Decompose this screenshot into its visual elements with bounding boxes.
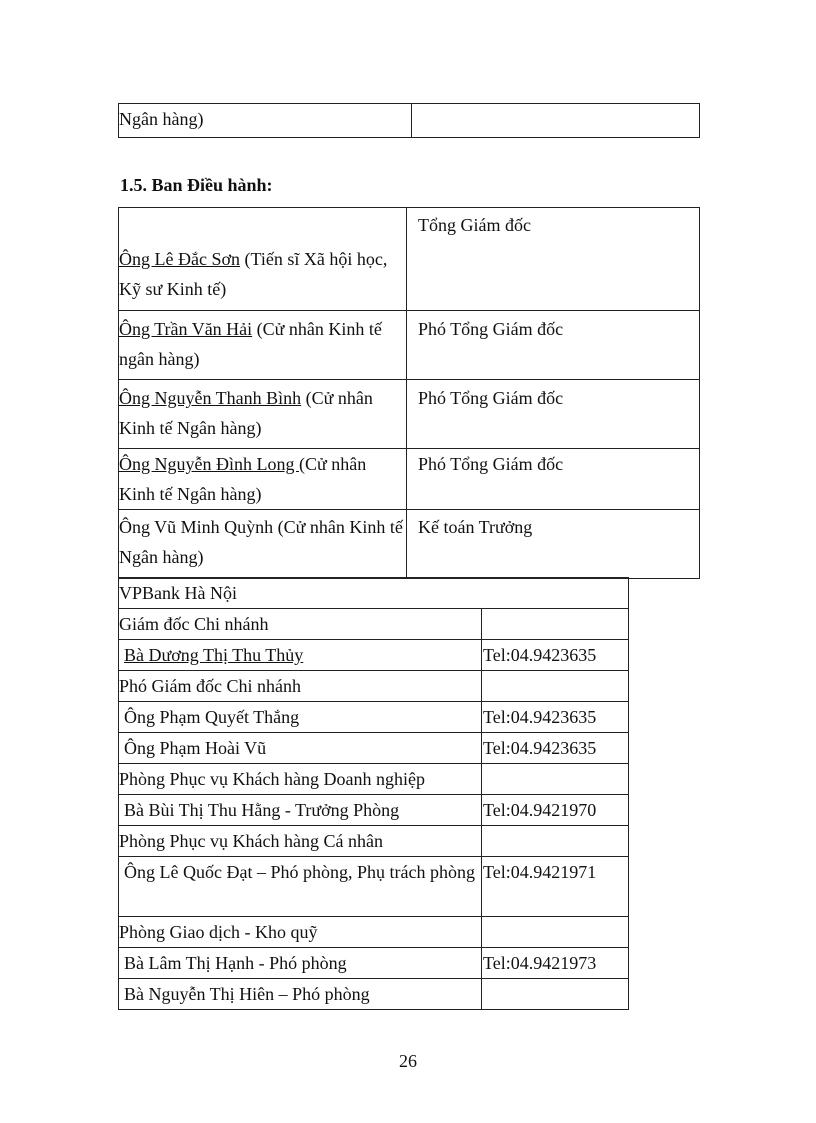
executive-name: Ông Nguyễn Thanh Bình [119,388,302,408]
table-row [119,640,629,671]
table-row [119,733,629,764]
table-row [119,702,629,733]
table-row [119,795,629,826]
contact-tel: Tel:04.9423635 [482,640,629,671]
table-row [119,311,700,380]
contact-tel: Tel:04.9421970 [482,795,629,826]
executive-name-cell [119,449,407,510]
executive-name-cell [119,311,407,380]
executive-qualification: (Cử nhân Kinh tế Ngân hàng) [119,388,373,438]
executive-board-table [118,207,700,579]
contact-name: Ông Lê Quốc Đạt – Phó phòng, Phụ trách phòng [119,857,482,917]
tel-cell [482,671,629,702]
executive-name-cell [119,208,407,311]
table-row [119,449,700,510]
executive-qualification: (Tiến sĩ Xã hội học, Kỹ sư Kinh tế) [119,249,388,299]
table-row [119,510,700,579]
executive-role: Phó Tổng Giám đốc [407,380,700,449]
contact-name: Bà Lâm Thị Hạnh - Phó phòng [119,948,482,979]
tel-cell [482,917,629,948]
table-row [119,979,629,1010]
executive-name: Ông Trần Văn Hải [119,319,253,339]
table-row [119,671,629,702]
table-cell: Ngân hàng) [119,104,412,138]
executive-qualification: (Cử nhân Kinh tế ngân hàng) [119,319,382,369]
branch-contacts-table [118,577,629,1010]
contact-tel: Tel:04.9423635 [482,733,629,764]
department-header: Phòng Giao dịch - Kho quỹ [119,917,482,948]
tel-cell [482,609,629,640]
department-header: Giám đốc Chi nhánh [119,609,482,640]
department-header: Phòng Phục vụ Khách hàng Cá nhân [119,826,482,857]
executive-qualification: (Cử nhân Kinh tế Ngân hàng) [119,454,367,504]
table-cell [412,104,700,138]
section-heading: 1.5. Ban Điều hành: [120,175,273,195]
contact-tel: Tel:04.9421971 [482,857,629,917]
table-row [119,917,629,948]
table-row [119,104,700,138]
executive-role: Phó Tổng Giám đốc [407,449,700,510]
tel-cell [482,826,629,857]
executive-role: Phó Tổng Giám đốc [407,311,700,380]
contact-name: Ông Phạm Hoài Vũ [119,733,482,764]
contact-name: Bà Bùi Thị Thu Hằng - Trưởng Phòng [119,795,482,826]
continuation-table [118,103,700,138]
executive-role: Kế toán Trưởng [407,510,700,579]
table-row [119,609,629,640]
tel-cell [482,764,629,795]
executive-name: Ông Lê Đắc Sơn [119,249,240,269]
table-row [119,948,629,979]
table-row [119,857,629,917]
contact-tel: Tel:04.9423635 [482,702,629,733]
contact-name: Bà Nguyễn Thị Hiên – Phó phòng [119,979,482,1010]
contact-name: Bà Dương Thị Thu Thủy [124,645,304,665]
table-row [119,380,700,449]
executive-qualification: Ông Vũ Minh Quỳnh (Cử nhân Kinh tế Ngân hàng) [119,517,403,567]
executive-role: Tổng Giám đốc [407,208,700,311]
contact-name: Ông Phạm Quyết Thắng [119,702,482,733]
executive-name-cell [119,510,407,579]
table-row [119,578,629,609]
table-row [119,826,629,857]
department-header: Phó Giám đốc Chi nhánh [119,671,482,702]
executive-name: Ông Nguyễn Đình Long [119,454,299,474]
page-number: 26 [399,1051,417,1071]
contact-tel [482,979,629,1010]
department-header: Phòng Phục vụ Khách hàng Doanh nghiệp [119,764,482,795]
table-row [119,208,700,311]
contact-name-cell [119,640,482,671]
executive-name-cell [119,380,407,449]
branch-title: VPBank Hà Nội [119,578,629,609]
table-row [119,764,629,795]
contact-tel: Tel:04.9421973 [482,948,629,979]
